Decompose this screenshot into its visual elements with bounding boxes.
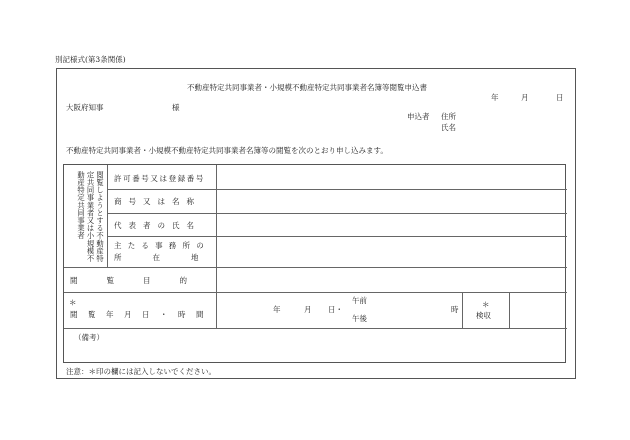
row-divider: [64, 267, 567, 268]
column-divider: [509, 292, 510, 328]
datetime-am: 午前: [352, 296, 367, 305]
row-divider: [107, 213, 567, 214]
date-day: 日: [556, 93, 564, 102]
datetime-label: 閲覧年月日・時間: [70, 310, 214, 319]
column-divider: [107, 165, 108, 267]
datetime-pm: 午後: [352, 314, 367, 323]
column-divider: [462, 292, 463, 328]
footnote: 注意：＊印の欄には記入しないでください。: [66, 367, 216, 376]
trade-name-label: 商号又は名称: [114, 197, 201, 206]
row-divider: [64, 292, 567, 293]
row-divider: [107, 236, 567, 237]
office-label-line2: 所在地: [114, 253, 230, 262]
addressee-honorific: 様: [172, 103, 180, 112]
applicant-name-label: 氏名: [441, 123, 456, 132]
application-table: [63, 164, 566, 363]
datetime-hour: 時: [451, 305, 459, 314]
applicant-address-label: 住所: [441, 112, 456, 121]
license-number-label: 許可番号又は登録番号: [114, 174, 205, 183]
form-label: 別記様式(第3条関係): [55, 55, 126, 64]
datetime-asterisk: ＊: [69, 298, 77, 307]
representative-label: 代表者の氏名: [114, 221, 201, 230]
remarks-label: （備考）: [74, 333, 104, 342]
row-divider: [64, 328, 567, 329]
datetime-month: 月: [304, 305, 312, 314]
target-business-label: 閲覧しようとする不動産特定共同事業者又は小規模不動産特定共同事業者: [77, 171, 105, 263]
office-label-line1: 主たる事務所の: [114, 241, 210, 250]
datetime-day: 日・: [328, 305, 343, 314]
form-title: 不動産特定共同事業者・小規模不動産特定共同事業者名簿等閲覧申込書: [187, 83, 427, 92]
column-divider: [216, 165, 217, 328]
row-divider: [107, 189, 567, 190]
date-year: 年: [491, 93, 499, 102]
addressee-name: 大阪府知事: [66, 103, 104, 112]
inspection-asterisk: ＊: [482, 300, 490, 309]
purpose-label: 閲覧目的: [70, 276, 216, 285]
applicant-label: 申込者: [407, 112, 430, 121]
application-statement: 不動産特定共同事業者・小規模不動産特定共同事業者名簿等の閲覧を次のとおり申し込みます。: [66, 146, 388, 155]
date-month: 月: [521, 93, 529, 102]
inspection-label: 検収: [476, 311, 491, 320]
datetime-year: 年: [273, 305, 281, 314]
